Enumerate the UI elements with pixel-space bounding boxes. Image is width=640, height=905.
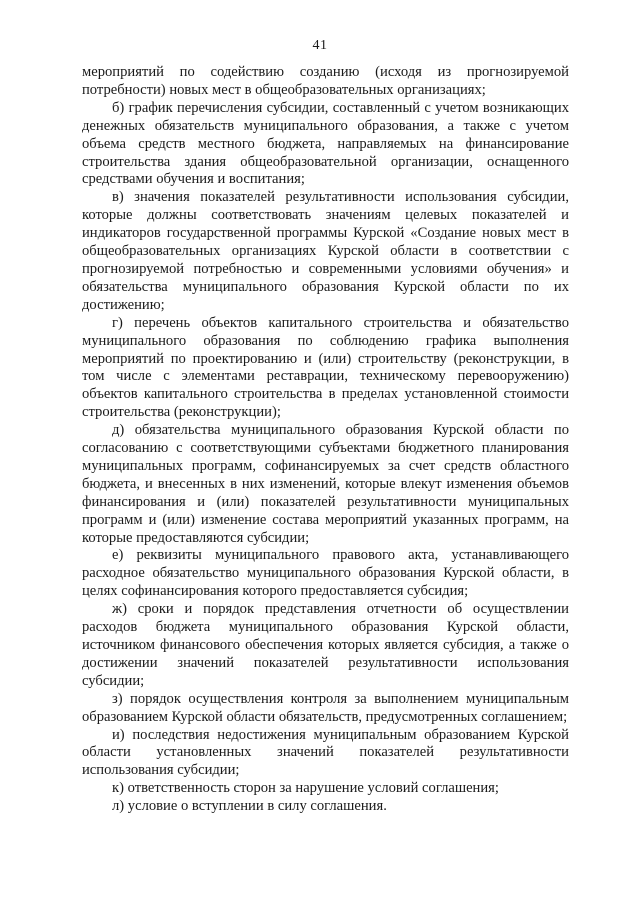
paragraph-continuation: мероприятий по содействию созданию (исходя из прогнозируемой потребности) новых мест в общеобразовательных организациях; [82, 64, 569, 98]
paragraph-item-zh: ж) сроки и порядок представления отчетности об осуществлении расходов бюджета муниципального образования Курской области, источником финансового обеспечения которых является субсидия, а также о достижении значений показателей результативности использования субсидии; [82, 601, 569, 689]
paragraph-item-z: з) порядок осуществления контроля за выполнением муниципальным образованием Курской области обязательств, предусмотренных соглашением; [82, 690, 569, 725]
paragraph-item-k: к) ответственность сторон за нарушение условий соглашения; [112, 780, 499, 797]
page-number: 41 [312, 38, 328, 53]
paragraph-item-d: д) обязательства муниципального образования Курской области по согласованию с соответствующими субъектами бюджетного планирования муниципальных программ, софинансируемых за счет средств областного бюджета, и внесенных в них изменений, которые влекут изменения объемов финансирования и (или) показателей результативности муниципальных программ и (или) изменение состава мероприятий указанных программ, на которые предоставляются субсидии; [82, 422, 569, 546]
paragraph-item-v: в) значения показателей результативности использования субсидии, которые должны соответствовать значениям целевых показателей и индикаторов государственной программы Курской «Создание новых мест в общеобразовательных организациях Курской области в соответствии с прогнозируемой потребностью и современными условиями обучения» и обязательства муниципального образования Курской области по их достижению; [82, 189, 569, 313]
paragraph-item-b: б) график перечисления субсидии, составленный с учетом возникающих денежных обязательств муниципального образования, а также с учетом объема средств местного бюджета, направляемых на финансирование строительства здания общеобразовательной организации, оснащенного средствами обучения и воспитания; [82, 99, 569, 188]
paragraph-item-l: л) условие о вступлении в силу соглашения. [112, 798, 387, 815]
paragraph-item-i: и) последствия недостижения муниципальным образованием Курской области установленных значений показателей результативности использования субсидии; [82, 726, 569, 779]
paragraph-item-g: г) перечень объектов капитального строительства и обязательство муниципального образования по соблюдению графика выполнения мероприятий по проектированию и (или) строительству (реконструкции, в том числе с элементами реставрации, техническому перевооружению) объектов капитального строительства в пределах установленной стоимости строительства (реконструкции); [82, 314, 569, 421]
paragraph-item-e: е) реквизиты муниципального правового акта, устанавливающего расходное обязательство муниципального образования Курской области, в целях софинансирования которого предоставляется субсидия; [82, 547, 569, 600]
document-body [82, 64, 569, 816]
